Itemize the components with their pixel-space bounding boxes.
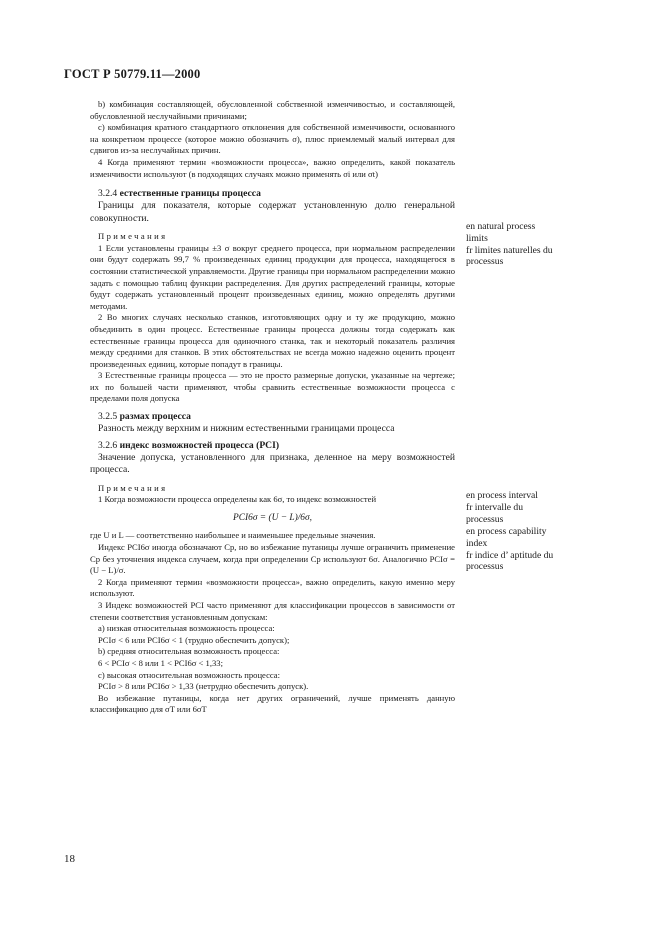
side-line: processus [466,561,504,573]
term-name: естественные границы процесса [119,188,261,200]
side-line: processus [466,256,504,268]
term-3-2-5-heading [90,411,455,423]
main-text [90,99,455,716]
side-line: limits [466,232,488,244]
side-line: en process interval [466,490,538,501]
note-3: 3 Естественные границы процесса — это не просто размерные допуски, указанные на чертеже; их по большей части применяют, чтобы сравнить естественные возможности процесса с пределами поля допуска [90,370,455,404]
side-line: index [466,537,488,549]
side-line: en process capability [466,526,547,537]
formula-pci: PCI6σ = (U − L)/6σ, [233,512,312,523]
term-name: размах процесса [119,411,191,423]
term-3-2-6-definition: Значение допуска, установленного для признака, деленное на меру возможностей процесса. [90,451,455,476]
side-line: fr indice d’ aptitude du [466,549,554,561]
class-a-value: PCIσ < 6 или PCI6σ < 1 (трудно обеспечить допуск); [98,634,290,645]
notes-heading: Примечания [98,482,168,493]
term-3-2-4-definition: Границы для показателя, которые содержат установленную долю генеральной совокупности. [90,200,455,224]
formula-where: где U и L — соответственно наибольшее и наименьшее предельные значения. [90,530,376,541]
note-2: 2 Во многих случаях несколько станков, изготовляющих одну и ту же продукцию, можно объединить в один процесс. Естественные границы процесса должны тогда содержать как естественные границы процесса для одиночного станка, так и некоторый показатель различия между средними для станков. В этих обстоятельствах не всегда можно надежно оценить процент произведенных единиц, которые попадут в границы. [90,312,455,369]
intro-item-b: b) комбинация составляющей, обусловленной собственной изменчивостью, и составляющей, обусловленной неслучайными причинами; [90,99,455,121]
intro-item-c: c) комбинация кратного стандартного отклонения для собственной изменчивости, основанного на конкретном процессе (которое можно обозначить σ), плюс приемлемый малый интервал для сдвигов из-за неслучайных причин. [90,122,455,156]
term-3-2-5-definition: Разность между верхним и нижним естественными границами процесса [98,423,395,435]
page-header: ГОСТ Р 50779.11—2000 [64,67,201,81]
side-term-3-2-4 [466,221,646,268]
term-3-2-6-heading [90,440,455,452]
term-number: 3.2.5 [98,411,118,423]
page-number: 18 [64,853,75,865]
side-term-3-2-6 [466,526,646,573]
side-term-3-2-5 [466,490,646,525]
side-line: processus [466,513,504,525]
side-line: fr limites naturelles du [466,244,553,256]
class-b: b) средняя относительная возможность процесса: [98,646,280,657]
term-number: 3.2.6 [98,439,118,451]
notes-heading: Примечания [98,231,168,242]
term-3-2-4-heading [90,188,455,200]
class-c-value: PCIσ > 8 или PCI6σ > 1,33 (нетрудно обеспечить допуск). [98,681,309,692]
note-1: 1 Когда возможности процесса определены как 6σ, то индекс возможностей [98,494,377,505]
note-1: 1 Если установлены границы ±3 σ вокруг среднего процесса, при нормальном распределении они будут содержать 99,7 % произведенных единиц продукции для процесса, находящегося в состоянии статистической управляемости. Другие границы при нормальном распределении можно задать с помощью таблиц функции распределения. Для других распределений границы, которые будут содержать установленный процент произведенных единиц, можно определять другими методами. [90,242,455,311]
closing-note: Во избежание путаницы, когда нет других ограничений, лучше применять данную классификацию для σT или 6σT [90,692,455,715]
side-line: fr intervalle du [466,501,524,513]
intro-note-4: 4 Когда применяют термин «возможности процесса», важно определить, какой показатель изменчивости используют (в подходящих случаях можно применять σi или σt) [90,156,455,179]
note-3: 3 Индекс возможностей PCI часто применяют для классификации процессов в зависимости от степени соответствия установленным допускам: [90,600,455,622]
class-c: c) высокая относительная возможность процесса: [98,669,281,680]
class-a: a) низкая относительная возможность процесса: [98,623,275,634]
note-2: 2 Когда применяют термин «возможности процесса», важно определить, какую именно меру используют. [90,576,455,599]
term-number: 3.2.4 [98,188,118,200]
class-b-value: 6 < PCIσ < 8 или 1 < PCI6σ < 1,33; [98,658,223,669]
note-1-continued: Индекс PCI6σ иногда обозначают Cp, но во избежание путаницы лучше ограничить применение Cp без уточнения индекса случаем, когда при определении Cp используют 6σ. Аналогично PCIσ = (U − L)/σ. [90,542,455,576]
side-line: en natural process [466,221,536,232]
term-name: индекс возможностей процесса (PCI) [119,439,280,451]
